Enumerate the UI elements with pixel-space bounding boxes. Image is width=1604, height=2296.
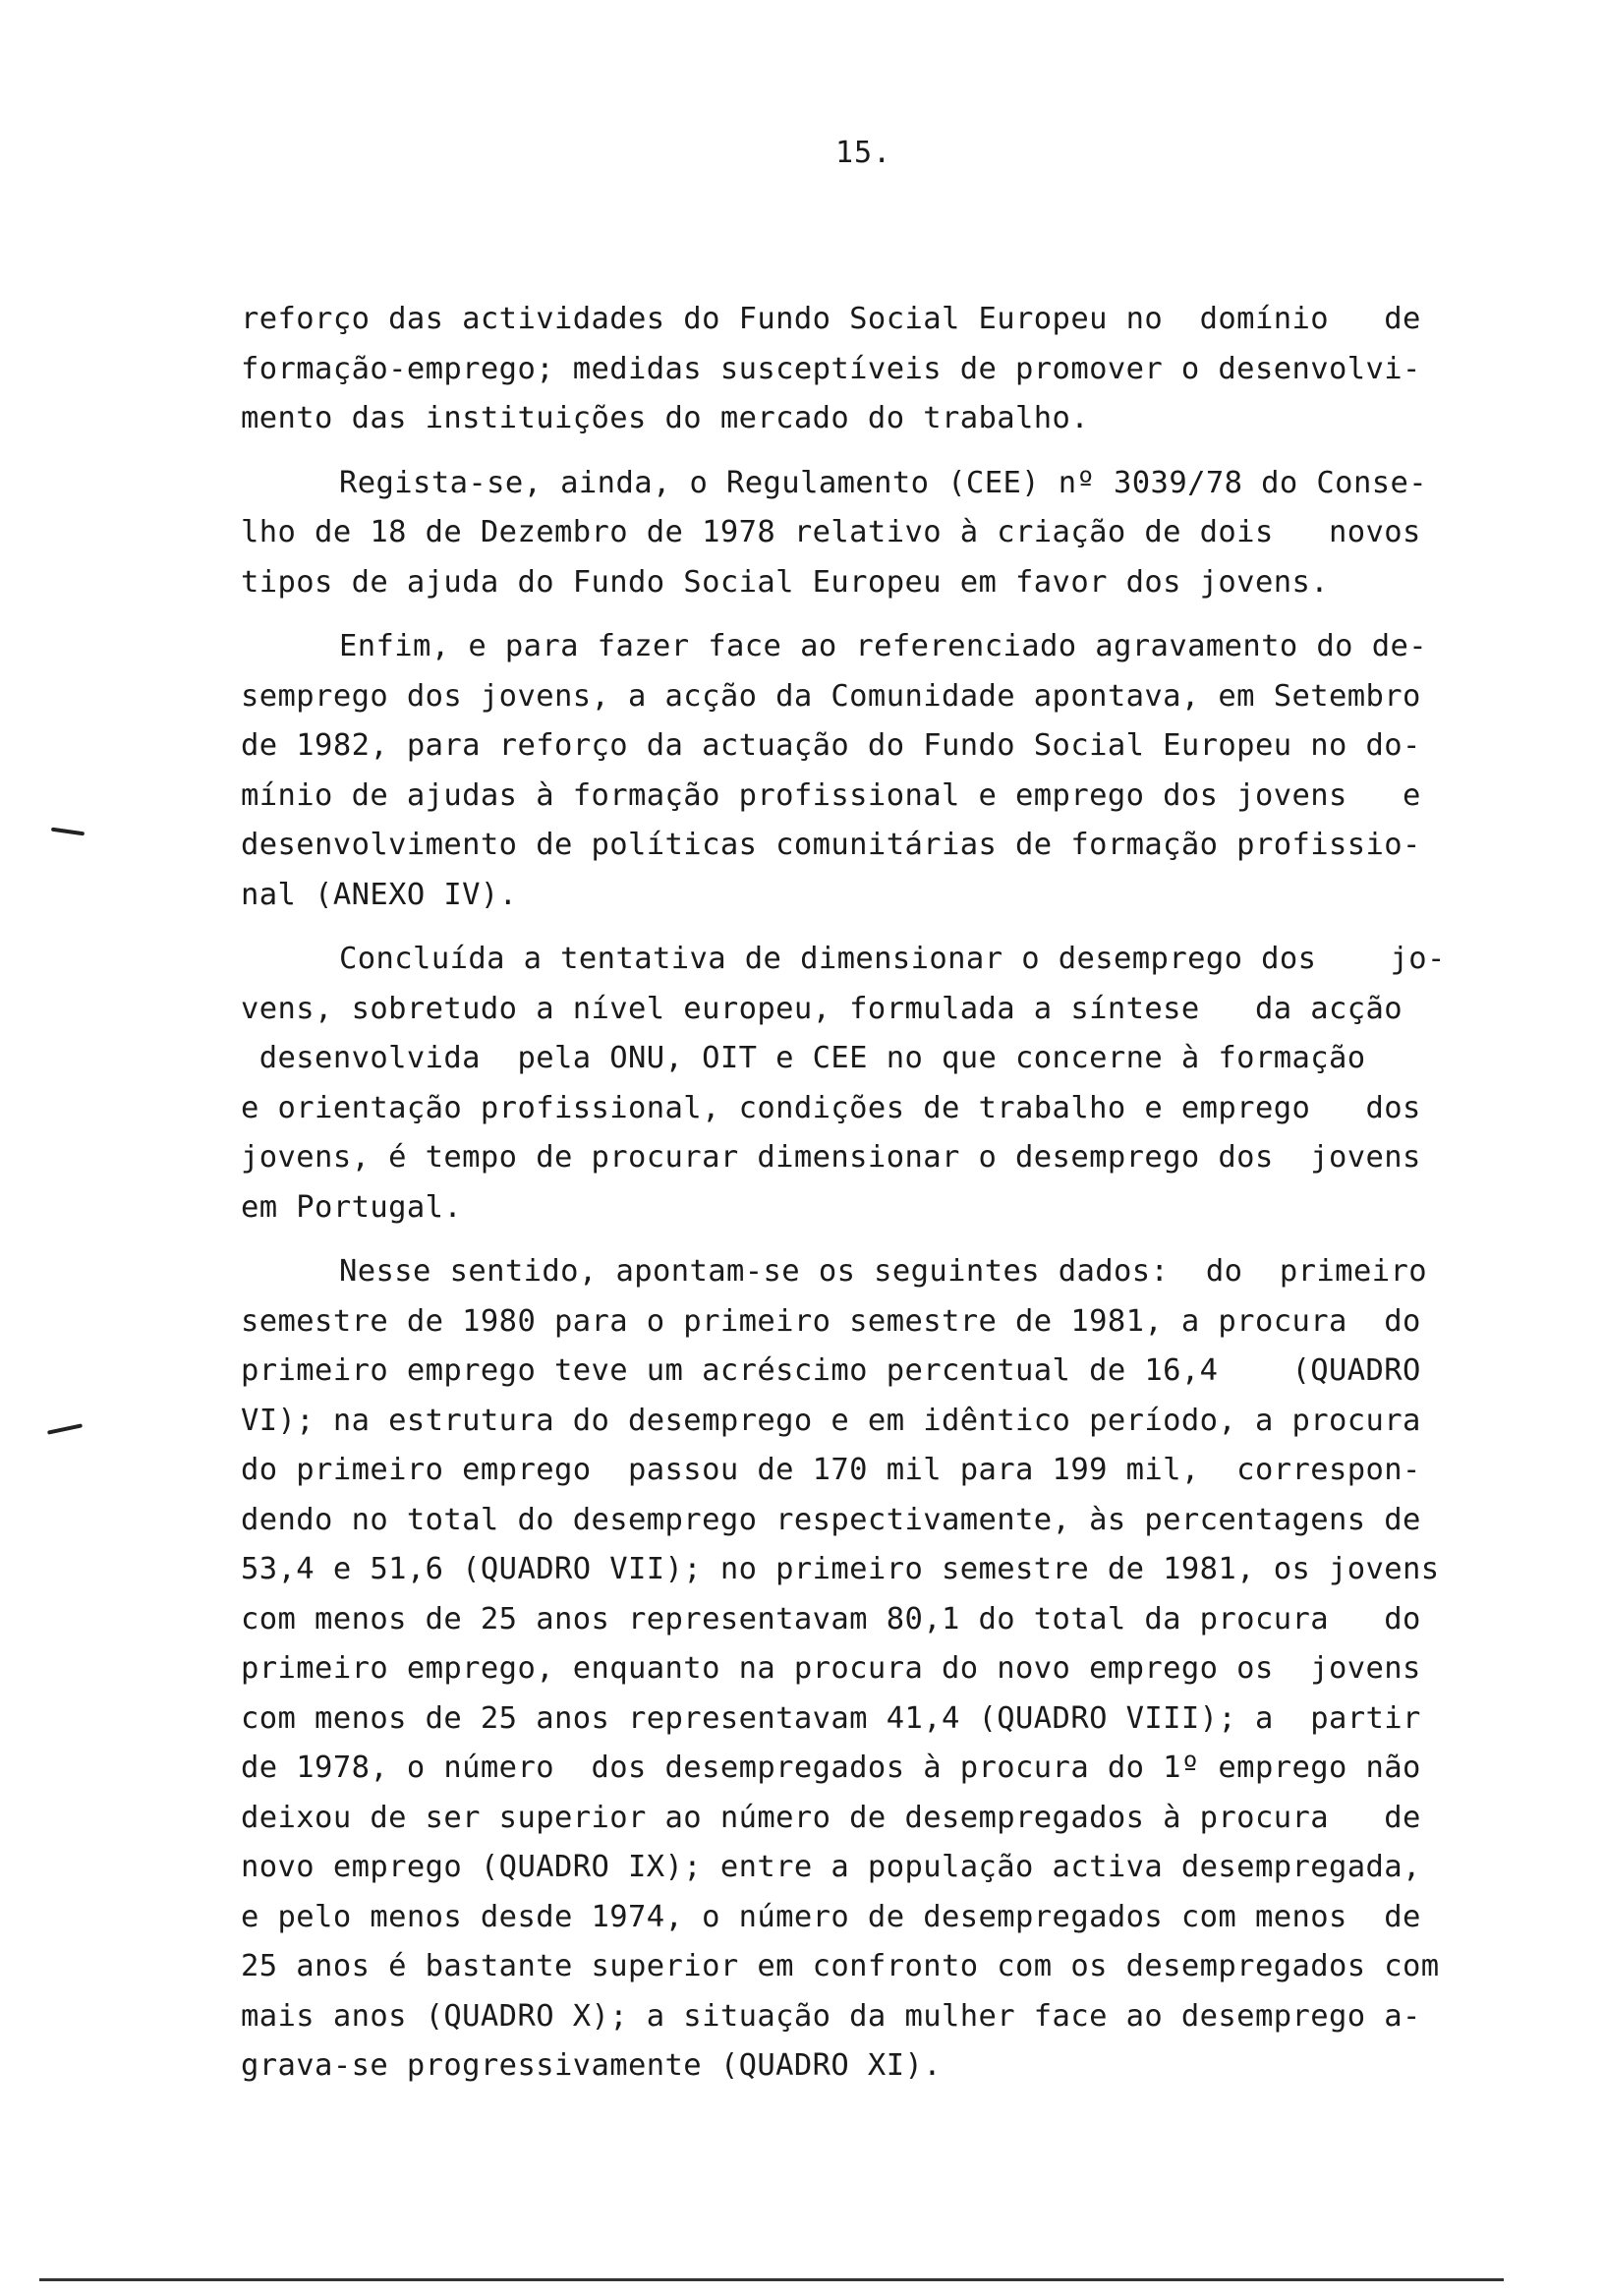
text-line: reforço das actividades do Fundo Social Europeu no domínio de (241, 302, 1421, 336)
paragraph-1 (241, 295, 1509, 444)
text-line: Nesse sentido, apontam-se os seguintes dados: do primeiro (339, 1254, 1427, 1289)
text-line: mais anos (QUADRO X); a situação da mulher face ao desemprego a- (241, 1998, 1421, 2034)
text-line: 53,4 e 51,6 (QUADRO VII); no primeiro semestre de 1981, os jovens (241, 1552, 1440, 1586)
text-line: com menos de 25 anos representavam 41,4 (QUADRO VIII); a partir (241, 1700, 1421, 1736)
text-line: semprego dos jovens, a acção da Comunidade apontava, em Setembro (241, 678, 1421, 714)
text-line: lho de 18 de Dezembro de 1978 relativo à criação de dois novos (241, 515, 1421, 549)
bottom-rule (39, 2278, 1504, 2281)
text-line: Concluída a tentativa de dimensionar o desemprego dos jo- (339, 942, 1446, 976)
text-line: VI); na estrutura do desemprego e em idêntico período, a procura (241, 1403, 1421, 1438)
paragraph-5 (241, 1247, 1509, 2092)
text-line: tipos de ajuda do Fundo Social Europeu em favor dos jovens. (241, 564, 1329, 600)
text-line: vens, sobretudo a nível europeu, formulada a síntese da acção (241, 991, 1404, 1026)
text-line: com menos de 25 anos representavam 80,1 do total da procura do (241, 1601, 1421, 1636)
text-line: nal (ANEXO IV). (241, 877, 518, 912)
text-line: Enfim, e para fazer face ao referenciado agravamento do de- (339, 629, 1427, 663)
body-text (241, 295, 1509, 2092)
margin-mark (51, 828, 85, 836)
page-number: 15. (835, 136, 892, 170)
text-line: formação-emprego; medidas susceptíveis de promover o desenvolvi- (241, 351, 1421, 386)
text-line: mento das instituições do mercado do trabalho. (241, 401, 1090, 435)
text-line: Regista-se, ainda, o Regulamento (CEE) nº 3039/78 do Conse- (339, 465, 1427, 500)
text-line: desenvolvimento de políticas comunitárias de formação profissio- (241, 828, 1421, 862)
text-line: jovens, é tempo de procurar dimensionar o desemprego dos jovens (241, 1140, 1421, 1175)
text-line: de 1978, o número dos desempregados à procura do 1º emprego não (241, 1751, 1421, 1785)
text-line: do primeiro emprego passou de 170 mil para 199 mil, correspon- (241, 1453, 1421, 1487)
text-line: de 1982, para reforço da actuação do Fundo Social Europeu no do- (241, 728, 1421, 763)
text-line: em Portugal. (241, 1189, 463, 1225)
text-line: e pelo menos desde 1974, o número de desempregados com menos de (241, 1899, 1421, 1934)
text-line: primeiro emprego teve um acréscimo percentual de 16,4 (QUADRO (241, 1353, 1421, 1388)
text-line: deixou de ser superior ao número de desempregados à procura de (241, 1800, 1421, 1835)
paragraph-2 (241, 459, 1509, 608)
paragraph-4 (241, 935, 1509, 1233)
margin-mark (47, 1423, 83, 1434)
text-line: novo emprego (QUADRO IX); entre a população activa desempregada, (241, 1850, 1421, 1884)
text-line: primeiro emprego, enquanto na procura do novo emprego os jovens (241, 1651, 1421, 1686)
text-line: semestre de 1980 para o primeiro semestre de 1981, a procura do (241, 1303, 1421, 1339)
text-line: grava-se progressivamente (QUADRO XI). (241, 2048, 942, 2083)
text-line: e orientação profissional, condições de trabalho e emprego dos (241, 1090, 1421, 1125)
text-line: dendo no total do desemprego respectivamente, às percentagens de (241, 1502, 1421, 1537)
text-line: desenvolvida pela ONU, OIT e CEE no que concerne à formação (241, 1041, 1366, 1075)
paragraph-3 (241, 622, 1509, 920)
text-line: mínio de ajudas à formação profissional e emprego dos jovens e (241, 777, 1421, 813)
text-line: 25 anos é bastante superior em confronto com os desempregados com (241, 1949, 1440, 1983)
